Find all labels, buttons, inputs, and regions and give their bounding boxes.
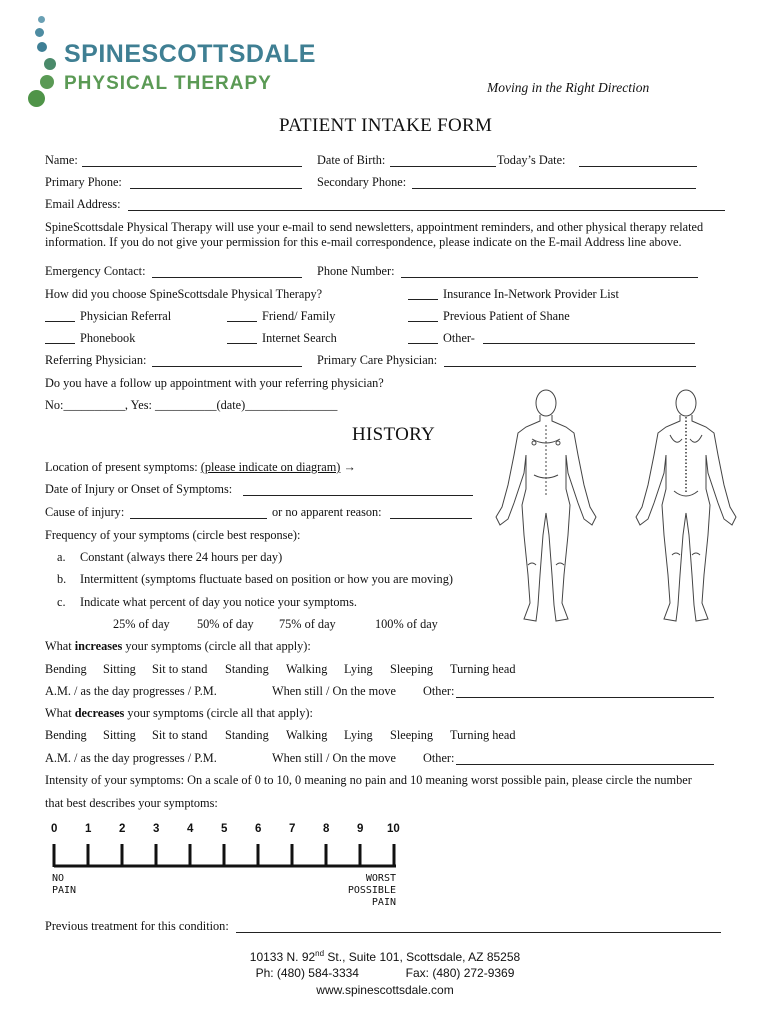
freq-a-letter: a. [57,550,66,564]
decreases-label [45,706,313,721]
brand-name: SPINESCOTTSDALE [64,40,316,68]
increase-other-label: Other: [423,684,455,698]
secondary-phone-label: Secondary Phone: [317,175,407,189]
scale-number[interactable]: 1 [85,823,92,835]
option-phonebook: Phonebook [80,331,136,345]
phone-number-label: Phone Number: [317,264,395,278]
scale-number[interactable]: 0 [51,823,58,835]
email-notice-line2: information. If you do not give your permission for this e-mail correspondence, please indicate on the E-mail Address line above. [45,235,682,249]
decrease-still-move[interactable]: When still / On the move [272,751,396,765]
decreases-pre: What [45,706,75,720]
freq-constant[interactable]: Constant (always there 24 hours per day) [80,550,283,564]
freq-b-letter: b. [57,572,67,586]
location-label [45,460,356,475]
option-friend-family: Friend/ Family [262,309,336,323]
percent-option[interactable]: 25% of day [113,617,170,631]
dob-label: Date of Birth: [317,153,386,167]
referring-physician-label: Referring Physician: [45,353,147,367]
decrease-other-label: Other: [423,751,455,765]
location-hint: (please indicate on diagram) [200,460,341,474]
decrease-option[interactable]: Lying [344,728,373,742]
no-reason-label: or no apparent reason: [272,505,382,519]
address-post: St., Suite 101, Scottsdale, AZ 85258 [324,950,521,964]
scale-number[interactable]: 10 [387,823,400,835]
footer-website[interactable]: www.spinescottsdale.com [316,983,454,997]
scale-number[interactable]: 8 [323,823,330,835]
primary-phone-label: Primary Phone: [45,175,122,189]
frequency-label: Frequency of your symptoms (circle best response): [45,528,301,542]
decrease-time-of-day[interactable]: A.M. / as the day progresses / P.M. [45,751,217,765]
arrow-icon: → [343,460,356,474]
scale-low-line1: NO [52,873,65,884]
decrease-option[interactable]: Bending [45,728,87,742]
followup-answer-fields[interactable]: No:__________, Yes: __________(date)_______________ [45,398,338,412]
decrease-option[interactable]: Sleeping [390,728,434,742]
scale-number[interactable]: 6 [255,823,262,835]
name-label: Name: [45,153,78,167]
email-field[interactable] [128,210,725,211]
footer-phone: Ph: (480) 584-3334 [255,966,359,980]
phone-number-field[interactable] [401,277,698,278]
scale-number[interactable]: 2 [119,823,126,835]
scale-number[interactable]: 9 [357,823,364,835]
increase-other-field[interactable] [456,697,714,698]
scale-low-line2: PAIN [52,885,77,896]
form-title: PATIENT INTAKE FORM [279,115,493,136]
email-label: Email Address: [45,197,121,211]
increase-option[interactable]: Sleeping [390,662,434,676]
increase-option[interactable]: Sit to stand [152,662,208,676]
internet-search-blank[interactable] [227,343,257,344]
footer-address [0,949,770,964]
scale-number[interactable]: 7 [289,823,296,835]
freq-percent: Indicate what percent of day you notice your symptoms. [80,595,357,609]
decreases-post: your symptoms (circle all that apply): [124,706,313,720]
followup-question: Do you have a follow up appointment with your referring physician? [45,376,384,390]
body-back-figure [636,390,736,621]
today-date-field[interactable] [579,166,697,167]
decreases-bold: decreases [74,706,125,720]
friend-family-blank[interactable] [227,321,257,322]
email-notice-line1: SpineScottsdale Physical Therapy will use your e-mail to send newsletters, appointment reminders, and other physical therapy related [45,220,704,234]
body-diagram[interactable] [490,385,752,635]
option-other: Other- [443,331,475,345]
increase-option[interactable]: Lying [344,662,373,676]
decrease-option[interactable]: Sit to stand [152,728,208,742]
today-date-label: Today’s Date: [497,153,566,167]
scale-low-label [52,873,76,897]
decrease-option[interactable]: Turning head [450,728,516,742]
insurance-blank[interactable] [408,299,438,300]
history-title: HISTORY [352,424,436,445]
previous-patient-blank[interactable] [408,321,438,322]
increases-label [45,639,311,654]
previous-treatment-label: Previous treatment for this condition: [45,919,229,933]
increase-still-move[interactable]: When still / On the move [272,684,396,698]
decrease-option[interactable]: Walking [286,728,328,742]
phonebook-blank[interactable] [45,343,75,344]
tagline: Moving in the Right Direction [487,80,650,95]
decrease-option[interactable]: Standing [225,728,269,742]
address-pre: 10133 N. 92 [249,950,316,964]
freq-c-letter: c. [57,595,66,609]
option-insurance: Insurance In-Network Provider List [443,287,619,301]
increases-post: your symptoms (circle all that apply): [122,639,311,653]
brand-subtitle: PHYSICAL THERAPY [64,73,272,94]
percent-option[interactable]: 50% of day [197,617,254,631]
other-blank[interactable] [408,343,438,344]
scale-high-line2: POSSIBLE [347,885,396,896]
increases-pre: What [45,639,75,653]
body-front-figure [496,390,596,621]
footer-fax: Fax: (480) 272-9369 [405,966,515,980]
location-label-text: Location of present symptoms: [45,460,198,474]
primary-care-label: Primary Care Physician: [317,353,438,367]
scale-number[interactable]: 5 [221,823,228,835]
address-sup: nd [315,949,325,958]
physician-referral-blank[interactable] [45,321,75,322]
decrease-other-field[interactable] [456,764,714,765]
scale-number[interactable]: 3 [153,823,160,835]
secondary-phone-field[interactable] [412,188,696,189]
referring-physician-field[interactable] [152,366,302,367]
scale-ruler [50,842,400,870]
increases-bold: increases [74,639,123,653]
scale-number[interactable]: 4 [187,823,194,835]
increase-option[interactable]: Turning head [450,662,516,676]
previous-treatment-field[interactable] [236,932,721,933]
increase-option[interactable]: Walking [286,662,328,676]
option-internet-search: Internet Search [262,331,337,345]
emergency-contact-label: Emergency Contact: [45,264,146,278]
freq-intermittent[interactable]: Intermittent (symptoms fluctuate based on position or how you are moving) [80,572,453,586]
intensity-text-line1: Intensity of your symptoms: On a scale of 0 to 10, 0 meaning no pain and 10 meaning worst possible pain, please circle the number [45,773,692,787]
scale-high-line1: WORST [365,873,396,884]
increase-time-of-day[interactable]: A.M. / as the day progresses / P.M. [45,684,217,698]
choose-question: How did you choose SpineScottsdale Physical Therapy? [45,287,323,301]
intensity-text-line2: that best describes your symptoms: [45,796,218,810]
increase-option[interactable]: Standing [225,662,269,676]
other-field[interactable] [483,343,695,344]
increase-option[interactable]: Bending [45,662,87,676]
scale-high-label [340,873,396,909]
option-physician-referral: Physician Referral [80,309,172,323]
dob-field[interactable] [390,166,496,167]
name-field[interactable] [82,166,302,167]
date-injury-label: Date of Injury or Onset of Symptoms: [45,482,233,496]
footer-phones [0,966,770,980]
primary-phone-field[interactable] [130,188,302,189]
scale-high-line3: PAIN [371,897,396,908]
option-previous-patient: Previous Patient of Shane [443,309,570,323]
increase-option[interactable]: Sitting [103,662,136,676]
cause-field[interactable] [130,518,267,519]
date-injury-field[interactable] [243,495,473,496]
percent-option[interactable]: 75% of day [279,617,336,631]
decrease-option[interactable]: Sitting [103,728,136,742]
percent-option[interactable]: 100% of day [375,617,438,631]
emergency-contact-field[interactable] [152,277,302,278]
no-reason-field[interactable] [390,518,472,519]
primary-care-field[interactable] [444,366,696,367]
cause-label: Cause of injury: [45,505,125,519]
